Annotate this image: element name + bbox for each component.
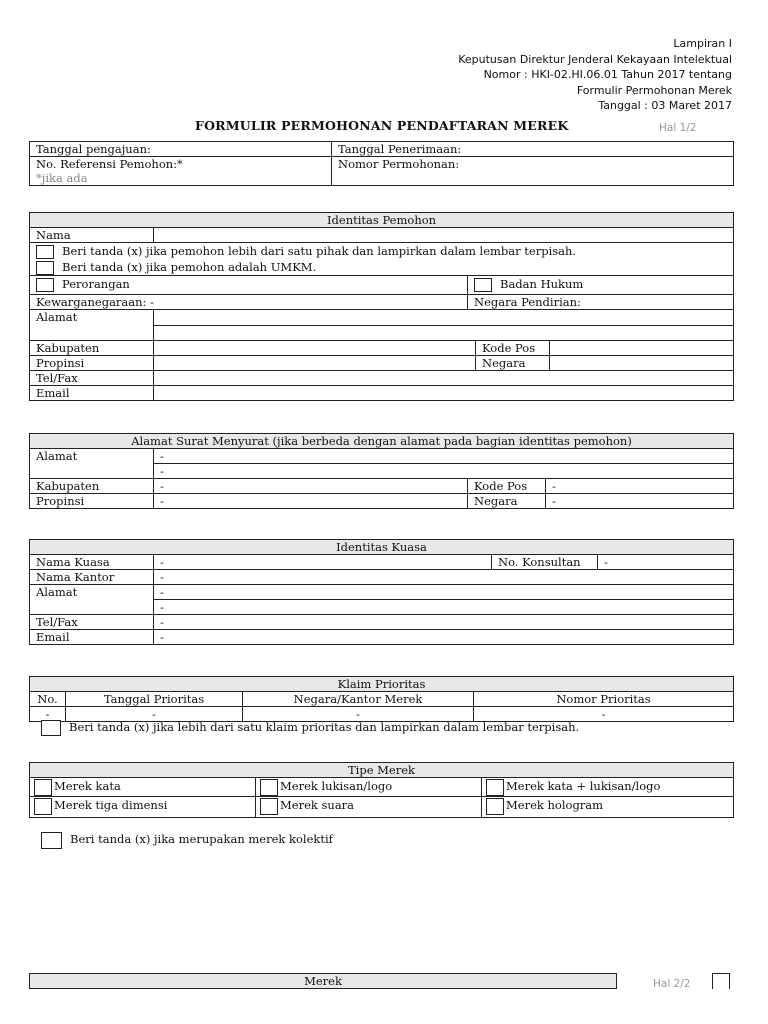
surat-kode-pos-label: Kode Pos	[468, 479, 546, 494]
telfax-label: Tel/Fax	[30, 371, 154, 386]
merek-kata-cell	[30, 778, 256, 797]
merek-hologram-label: Merek hologram	[506, 798, 604, 812]
no-konsultan-label: No. Konsultan	[492, 555, 598, 570]
page-number-1: Hal 1/2	[659, 122, 697, 134]
header-line-2: Keputusan Direktur Jenderal Kekayaan Intelektual	[458, 52, 732, 66]
merek-kata-label: Merek kata	[54, 779, 121, 793]
prioritas-multi-label: Beri tanda (x) jika lebih dari satu klaim prioritas dan lampirkan dalam lembar terpisah.	[69, 720, 580, 734]
submission-info-table	[29, 141, 734, 186]
umkm-label: Beri tanda (x) jika pemohon adalah UMKM.	[62, 260, 317, 274]
email-label: Email	[30, 386, 154, 401]
header-line-5: Tanggal : 03 Maret 2017	[598, 99, 732, 112]
kuasa-alamat-input-2[interactable]: -	[154, 600, 734, 615]
kuasa-email-label: Email	[30, 630, 154, 645]
surat-kabupaten-label: Kabupaten	[30, 479, 154, 494]
kewarganegaraan-field[interactable]: Kewarganegaraan: -	[30, 295, 468, 310]
prioritas-checkbox-row	[41, 719, 579, 736]
propinsi-input[interactable]	[154, 356, 476, 371]
merek-hologram-cell	[482, 797, 734, 818]
kolektif-checkbox[interactable]	[41, 832, 62, 849]
badan-hukum-checkbox[interactable]	[474, 278, 492, 292]
nama-label: Nama	[30, 228, 154, 243]
merek-tiga-dimensi-checkbox[interactable]	[34, 798, 52, 815]
kabupaten-input[interactable]	[154, 341, 476, 356]
surat-alamat-label: Alamat	[30, 449, 154, 479]
surat-negara-label: Negara	[468, 494, 546, 509]
merek-kata-checkbox[interactable]	[34, 779, 52, 796]
no-referensi-field[interactable]	[30, 157, 332, 186]
page-corner-box	[712, 973, 730, 989]
propinsi-label: Propinsi	[30, 356, 154, 371]
header-line-4: Formulir Permohonan Merek	[576, 83, 732, 97]
surat-kabupaten-input[interactable]: -	[154, 479, 468, 494]
prioritas-tanggal-cell[interactable]: -	[66, 707, 243, 722]
nama-kantor-input[interactable]: -	[154, 570, 734, 585]
nomor-permohonan-field[interactable]: Nomor Permohonan:	[332, 157, 734, 186]
surat-propinsi-input[interactable]: -	[154, 494, 468, 509]
tipe-merek-table	[29, 762, 734, 818]
nama-kuasa-input[interactable]: -	[154, 555, 492, 570]
nama-kuasa-label: Nama Kuasa	[30, 555, 154, 570]
perorangan-label: Perorangan	[62, 277, 130, 291]
prioritas-multi-checkbox[interactable]	[41, 720, 61, 736]
identitas-kuasa-heading: Identitas Kuasa	[30, 540, 734, 555]
header-line-3: Nomor : HKI-02.HI.06.01 Tahun 2017 tentang	[483, 68, 732, 81]
kabupaten-label: Kabupaten	[30, 341, 154, 356]
merek-suara-label: Merek suara	[280, 798, 355, 812]
klaim-prioritas-table	[29, 676, 734, 722]
negara-pendirian-field[interactable]: Negara Pendirian:	[468, 295, 734, 310]
negara-input[interactable]	[550, 356, 734, 371]
identitas-pemohon-table	[29, 212, 734, 401]
prioritas-nomor-cell[interactable]: -	[474, 707, 734, 722]
kuasa-email-input[interactable]: -	[154, 630, 734, 645]
merek-lukisan-cell	[256, 778, 482, 797]
perorangan-checkbox[interactable]	[36, 278, 54, 292]
kode-pos-input[interactable]	[550, 341, 734, 356]
col-negara-header: Negara/Kantor Merek	[243, 692, 474, 707]
merek-kata-lukisan-label: Merek kata + lukisan/logo	[506, 779, 661, 793]
surat-negara-input[interactable]: -	[546, 494, 734, 509]
col-no-header: No.	[30, 692, 66, 707]
alamat-surat-table	[29, 433, 734, 509]
kuasa-telfax-label: Tel/Fax	[30, 615, 154, 630]
nama-input[interactable]	[154, 228, 734, 243]
form-title: FORMULIR PERMOHONAN PENDAFTARAN MEREK	[195, 118, 569, 133]
kuasa-alamat-label: Alamat	[30, 585, 154, 615]
kode-pos-label: Kode Pos	[476, 341, 550, 356]
identitas-kuasa-table	[29, 539, 734, 645]
prioritas-negara-cell[interactable]: -	[243, 707, 474, 722]
tanggal-pengajuan-field[interactable]: Tanggal pengajuan:	[30, 142, 332, 157]
merek-heading: Merek	[30, 974, 617, 989]
alamat-input-1[interactable]	[154, 310, 734, 326]
alamat-surat-heading: Alamat Surat Menyurat (jika berbeda dengan alamat pada bagian identitas pemohon)	[30, 434, 734, 449]
surat-alamat-input-1[interactable]: -	[154, 449, 734, 464]
pemohon-checkbox-row	[30, 243, 734, 276]
merek-kata-lukisan-cell	[482, 778, 734, 797]
merek-lukisan-label: Merek lukisan/logo	[280, 779, 393, 793]
multi-party-label: Beri tanda (x) jika pemohon lebih dari satu pihak dan lampirkan dalam lembar terpisah.	[62, 244, 577, 258]
multi-party-checkbox[interactable]	[36, 245, 54, 259]
tanggal-penerimaan-field[interactable]: Tanggal Penerimaan:	[332, 142, 734, 157]
alamat-label: Alamat	[30, 310, 154, 341]
telfax-input[interactable]	[154, 371, 734, 386]
badan-hukum-label: Badan Hukum	[500, 277, 584, 291]
col-nomor-header: Nomor Prioritas	[474, 692, 734, 707]
page-number-2: Hal 2/2	[653, 978, 691, 990]
merek-hologram-checkbox[interactable]	[486, 798, 504, 815]
surat-propinsi-label: Propinsi	[30, 494, 154, 509]
identitas-pemohon-heading: Identitas Pemohon	[30, 213, 734, 228]
merek-tiga-dimensi-cell	[30, 797, 256, 818]
klaim-prioritas-heading: Klaim Prioritas	[30, 677, 734, 692]
umkm-checkbox[interactable]	[36, 261, 54, 275]
kolektif-row	[41, 831, 333, 849]
merek-lukisan-checkbox[interactable]	[260, 779, 278, 796]
tipe-merek-heading: Tipe Merek	[30, 763, 734, 778]
surat-alamat-input-2[interactable]: -	[154, 464, 734, 479]
jika-ada-note: *jika ada	[36, 171, 88, 185]
nama-kantor-label: Nama Kantor	[30, 570, 154, 585]
kuasa-alamat-input-1[interactable]: -	[154, 585, 734, 600]
document-header	[458, 36, 732, 114]
header-line-1: Lampiran I	[673, 37, 732, 50]
kuasa-telfax-input[interactable]: -	[154, 615, 734, 630]
no-referensi-label: No. Referensi Pemohon:*	[36, 157, 183, 171]
no-konsultan-input[interactable]: -	[598, 555, 734, 570]
merek-kata-lukisan-checkbox[interactable]	[486, 779, 504, 796]
surat-kode-pos-input[interactable]: -	[546, 479, 734, 494]
prioritas-no-cell[interactable]: -	[30, 707, 66, 722]
merek-suara-cell	[256, 797, 482, 818]
merek-suara-checkbox[interactable]	[260, 798, 278, 815]
alamat-input-2[interactable]	[154, 325, 734, 341]
badan-hukum-cell	[468, 276, 734, 295]
col-tanggal-header: Tanggal Prioritas	[66, 692, 243, 707]
email-input[interactable]	[154, 386, 734, 401]
perorangan-cell	[30, 276, 468, 295]
negara-label: Negara	[476, 356, 550, 371]
merek-table	[29, 973, 617, 989]
merek-tiga-dimensi-label: Merek tiga dimensi	[54, 798, 168, 812]
kolektif-label: Beri tanda (x) jika merupakan merek kolektif	[70, 832, 333, 846]
